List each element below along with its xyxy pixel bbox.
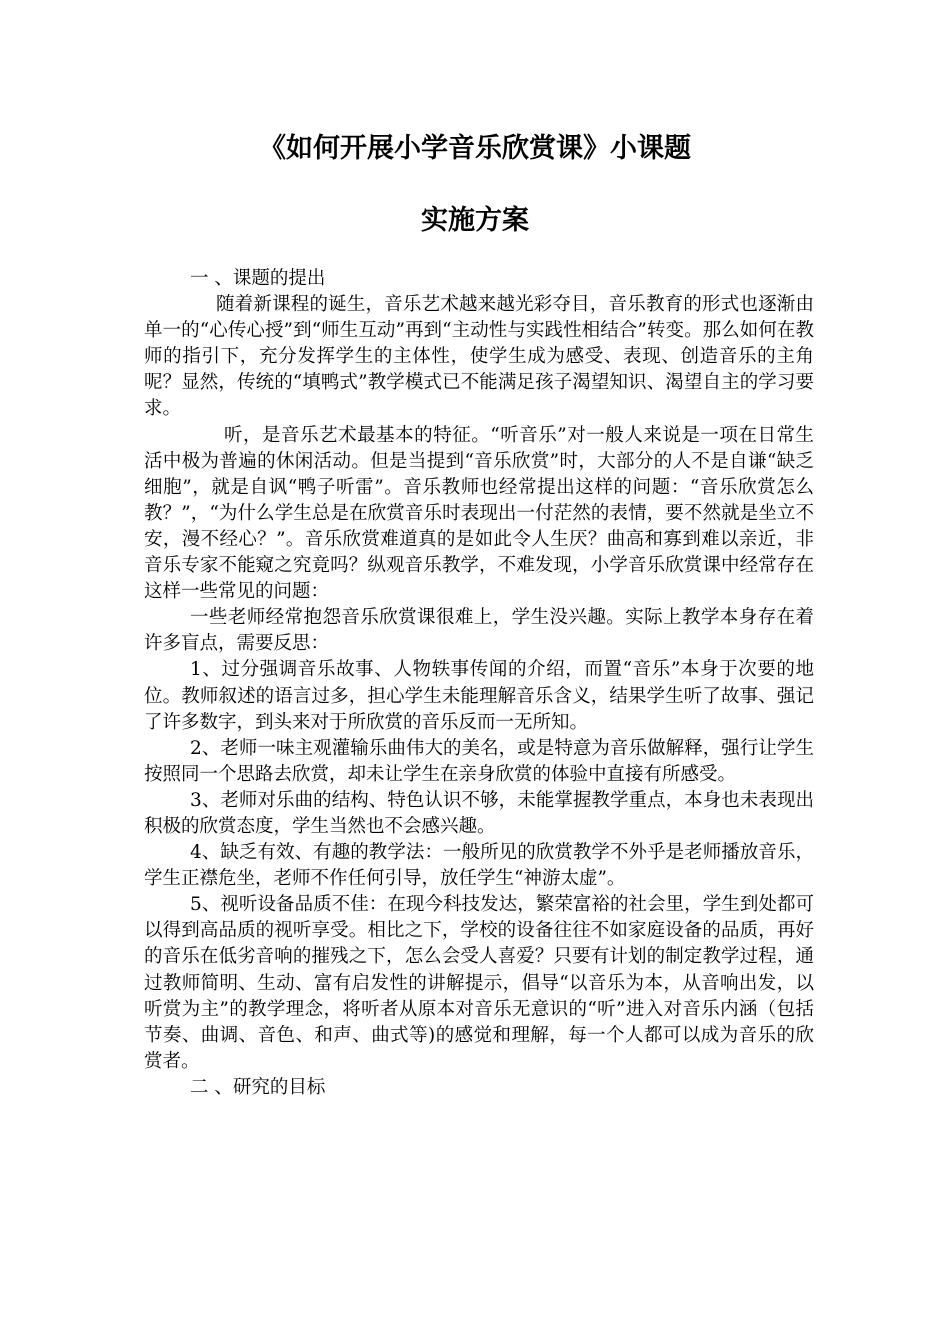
paragraph-listening: 听，是音乐艺术最基本的特征。“听音乐”对一般人来说是一项在日常生活中极为普遍的休闲活动。但是当提到“音乐欣赏”时，大部分的人不是自谦“缺乏细胞”，就是自讽“鸭子听雷”。音乐教师也经常提出这样的问题：“音乐欣赏怎么教？”，“为什么学生总是在欣赏音乐时表现出一付茫然的表情，要不然就是坐立不安，漫不经心？”。音乐欣赏难道真的是如此令人生厌？曲高和寡到难以亲近，非音乐专家不能窥之究竟吗？纵观音乐教学，不难发现，小学音乐欣赏课中经常存在这样一些常见的问题：: [144, 424, 814, 603]
paragraph-intro: 随着新课程的诞生，音乐艺术越来越光彩夺目，音乐教育的形式也逐渐由单一的“心传心授”到“师生互动”再到“主动性与实践性相结合”转变。那么如何在教师的指引下，充分发挥学生的主体性，使学生成为感受、表现、创造音乐的主角呢？显然，传统的“填鸭式”教学模式已不能满足孩子渴望知识、渴望自主的学习要求。: [144, 294, 814, 420]
section-heading-2: 二 、研究的目标: [190, 1076, 326, 1098]
list-item-5: 5、视听设备品质不佳：在现今科技发达，繁荣富裕的社会里，学生到处都可以得到高品质的视听享受。相比之下，学校的设备往往不如家庭设备的品质，再好的音乐在低劣音响的摧残之下，怎么会受人喜爱？只要有计划的制定教学过程，通过教师简明、生动、富有启发性的讲解提示，倡导“以音乐为本，从音响出发，以听赏为主”的教学理念，将听者从原本对音乐无意识的“听”进入对音乐内涵（包括节奏、曲调、音色、和声、曲式等)的感觉和理解，每一个人都可以成为音乐的欣赏者。: [144, 894, 814, 1072]
document-title: 《如何开展小学音乐欣赏课》小课题: [259, 133, 691, 164]
list-item-3: 3、老师对乐曲的结构、特色认识不够，未能掌握教学重点，本身也未表现出积极的欣赏态度，学生当然也不会感兴趣。: [144, 789, 814, 837]
section-heading-1: 一 、课题的提出: [190, 268, 326, 289]
list-item-4: 4、缺乏有效、有趣的教学法：一般所见的欣赏教学不外乎是老师播放音乐，学生正襟危坐，老师不作任何引导，放任学生“神游太虚”。: [144, 842, 814, 890]
list-item-1: 1、过分强调音乐故事、人物轶事传闻的介绍，而置“音乐”本身于次要的地位。教师叙述的语言过多，担心学生未能理解音乐含义，结果学生听了故事、强记了许多数字，到头来对于所欣赏的音乐反而一无所知。: [144, 659, 814, 733]
paragraph-complaints: 一些老师经常抱怨音乐欣赏课很难上，学生没兴趣。实际上教学本身存在着许多盲点，需要反思：: [144, 607, 814, 655]
document-body: [144, 266, 814, 1101]
document-subtitle: 实施方案: [421, 205, 529, 236]
list-item-2: 2、老师一味主观灌输乐曲伟大的美名，或是特意为音乐做解释，强行让学生按照同一个思路去欣赏，却未让学生在亲身欣赏的体验中直接有所感受。: [144, 737, 814, 785]
